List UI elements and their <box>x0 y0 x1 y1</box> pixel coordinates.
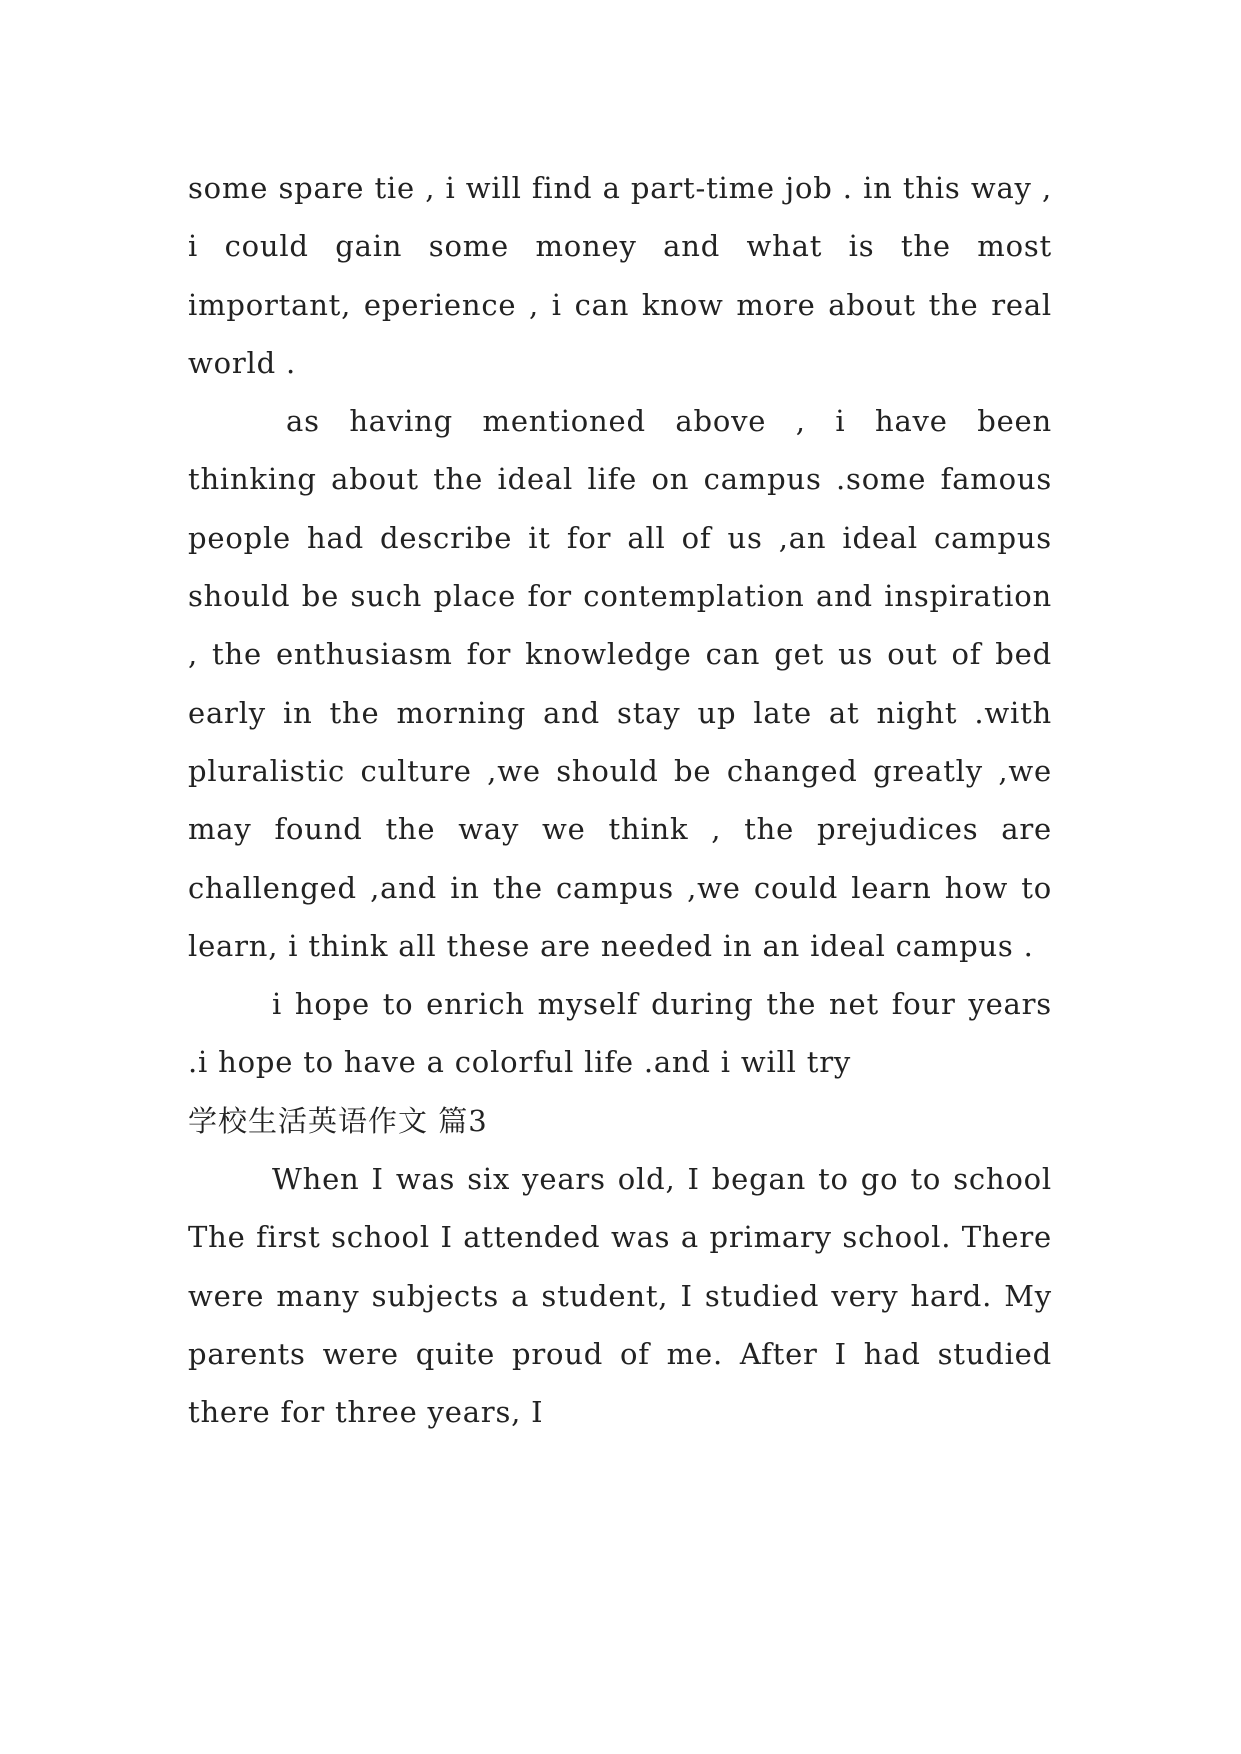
paragraph-school-story: When I was six years old, I began to go to school The first school I attended was a primary school. There were many subjects a student, I studied very hard. My parents were quite proud of me. After I had studied there for three years, I <box>188 1162 1052 1430</box>
section-heading: 学校生活英语作文 篇3 <box>188 1103 488 1138</box>
paragraph-part-time-job: some spare tie , i will find a part-time job . in this way , i could gain some money and what is the most important, eperience , i can know more about the real world . <box>188 171 1052 380</box>
document-body <box>188 159 1052 1442</box>
paragraph-enrich-myself: i hope to enrich myself during the net four years .i hope to have a colorful life .and i will try <box>188 987 1052 1080</box>
paragraph-ideal-campus: as having mentioned above , i have been thinking about the ideal life on campus .some famous people had describe it for all of us ,an ideal campus should be such place for contemplation and inspiration , the enthusiasm for knowledge can get us out of bed early in the morning and stay up late at night .with pluralistic culture ,we should be changed greatly ,we may found the way we think , the prejudices are challenged ,and in the campus ,we could learn how to learn, i think all these are needed in an ideal campus . <box>188 404 1052 963</box>
